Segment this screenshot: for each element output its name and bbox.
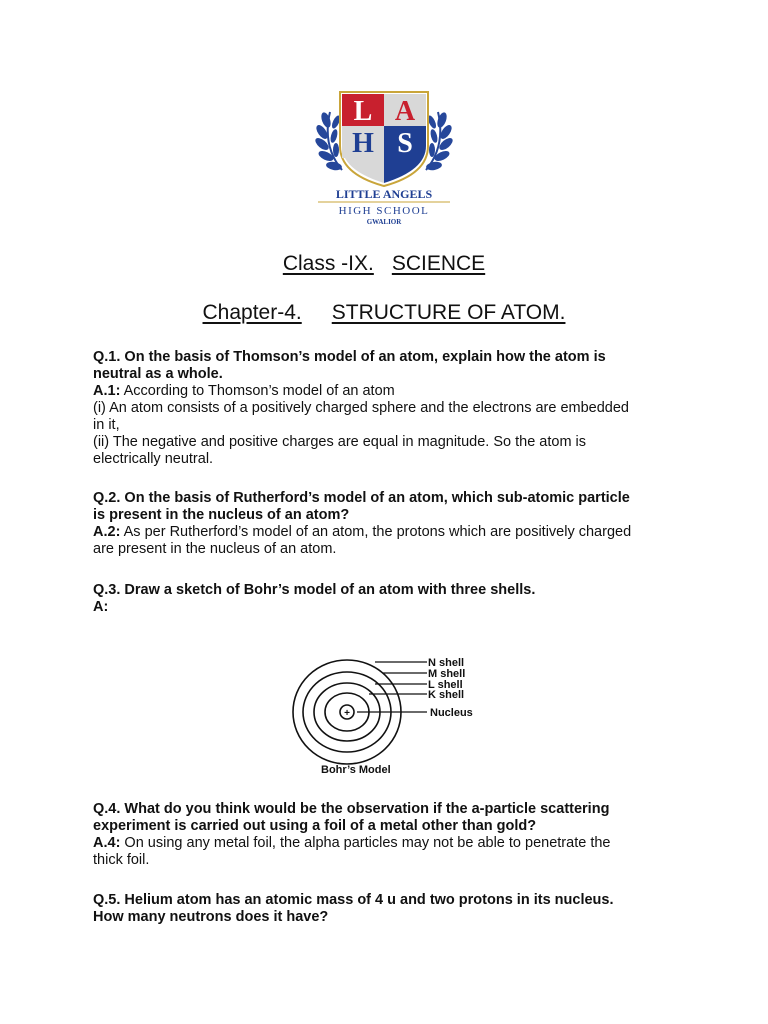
answer-1-prefix: A.1: xyxy=(93,383,121,399)
bohr-model-diagram xyxy=(285,650,485,780)
label-nucleus: Nucleus xyxy=(430,707,473,719)
answer-4-text: On using any metal foil, the alpha particles may not be able to penetrate the xyxy=(120,835,611,851)
answer-3-first-line xyxy=(93,599,683,616)
logo-letter-s: S xyxy=(397,128,413,159)
qa-block-1 xyxy=(93,349,683,468)
answer-1-text: According to Thomson’s model of an atom xyxy=(120,383,395,399)
subject-label: SCIENCE xyxy=(391,252,486,275)
qa-block-4 xyxy=(93,801,683,869)
school-logo xyxy=(304,86,464,228)
answer-4-prefix: A.4: xyxy=(93,835,121,851)
chapter-name: STRUCTURE OF ATOM. xyxy=(331,301,566,324)
answer-1-line-4: (ii) The negative and positive charges are equal in magnitude. So the atom is xyxy=(93,434,587,450)
chapter-title xyxy=(0,301,768,325)
answer-1-first-line xyxy=(93,383,683,400)
answer-2-text: As per Rutherford’s model of an atom, the protons which are positively charged xyxy=(120,524,632,540)
logo-letter-a: A xyxy=(394,96,416,127)
nucleus-symbol: + xyxy=(344,708,350,719)
question-4-line-1: Q.4. What do you think would be the observation if the a-particle scattering xyxy=(93,801,610,817)
answer-1-line-2: (i) An atom consists of a positively charged sphere and the electrons are embedded xyxy=(93,400,629,416)
chapter-label: Chapter-4. xyxy=(202,301,302,324)
qa-block-3 xyxy=(93,582,683,616)
answer-4-line-2: thick foil. xyxy=(93,852,150,868)
answer-4-first-line xyxy=(93,835,683,852)
label-n-shell: N shell xyxy=(428,657,465,669)
label-l-shell: L shell xyxy=(428,679,463,691)
class-title xyxy=(0,252,768,276)
laurel-right-icon xyxy=(425,111,454,171)
logo-city: GWALIOR xyxy=(366,218,402,226)
answer-3-prefix: A: xyxy=(93,599,109,615)
answer-2-first-line xyxy=(93,524,683,541)
laurel-left-icon xyxy=(313,111,342,171)
logo-school-name-2: HIGH SCHOOL xyxy=(338,205,430,217)
shield-icon xyxy=(340,92,428,186)
class-label: Class -IX. xyxy=(282,252,374,275)
logo-letter-h: H xyxy=(352,128,374,159)
logo-school-name-1: LITTLE ANGELS xyxy=(335,187,433,201)
question-5-line-2: How many neutrons does it have? xyxy=(93,909,329,925)
answer-2-prefix: A.2: xyxy=(93,524,121,540)
diagram-caption: Bohr’s Model xyxy=(321,764,391,776)
label-k-shell: K shell xyxy=(428,689,465,701)
question-1-line-1: Q.1. On the basis of Thomson’s model of an atom, explain how the atom is xyxy=(93,349,606,365)
question-2-line-2: is present in the nucleus of an atom? xyxy=(93,507,350,523)
answer-1-line-5: electrically neutral. xyxy=(93,451,214,467)
question-3-line-1: Q.3. Draw a sketch of Bohr’s model of an atom with three shells. xyxy=(93,582,536,598)
question-4-line-2: experiment is carried out using a foil of a metal other than gold? xyxy=(93,818,537,834)
label-m-shell: M shell xyxy=(428,668,466,680)
question-1-line-2: neutral as a whole. xyxy=(93,366,223,382)
answer-1-line-3: in it, xyxy=(93,417,120,433)
qa-block-2 xyxy=(93,490,683,558)
question-2-line-1: Q.2. On the basis of Rutherford’s model of an atom, which sub-atomic particle xyxy=(93,490,630,506)
logo-letter-l: L xyxy=(353,96,373,127)
answer-2-line-2: are present in the nucleus of an atom. xyxy=(93,541,337,557)
qa-block-5 xyxy=(93,892,683,926)
question-5-line-1: Q.5. Helium atom has an atomic mass of 4 u and two protons in its nucleus. xyxy=(93,892,614,908)
